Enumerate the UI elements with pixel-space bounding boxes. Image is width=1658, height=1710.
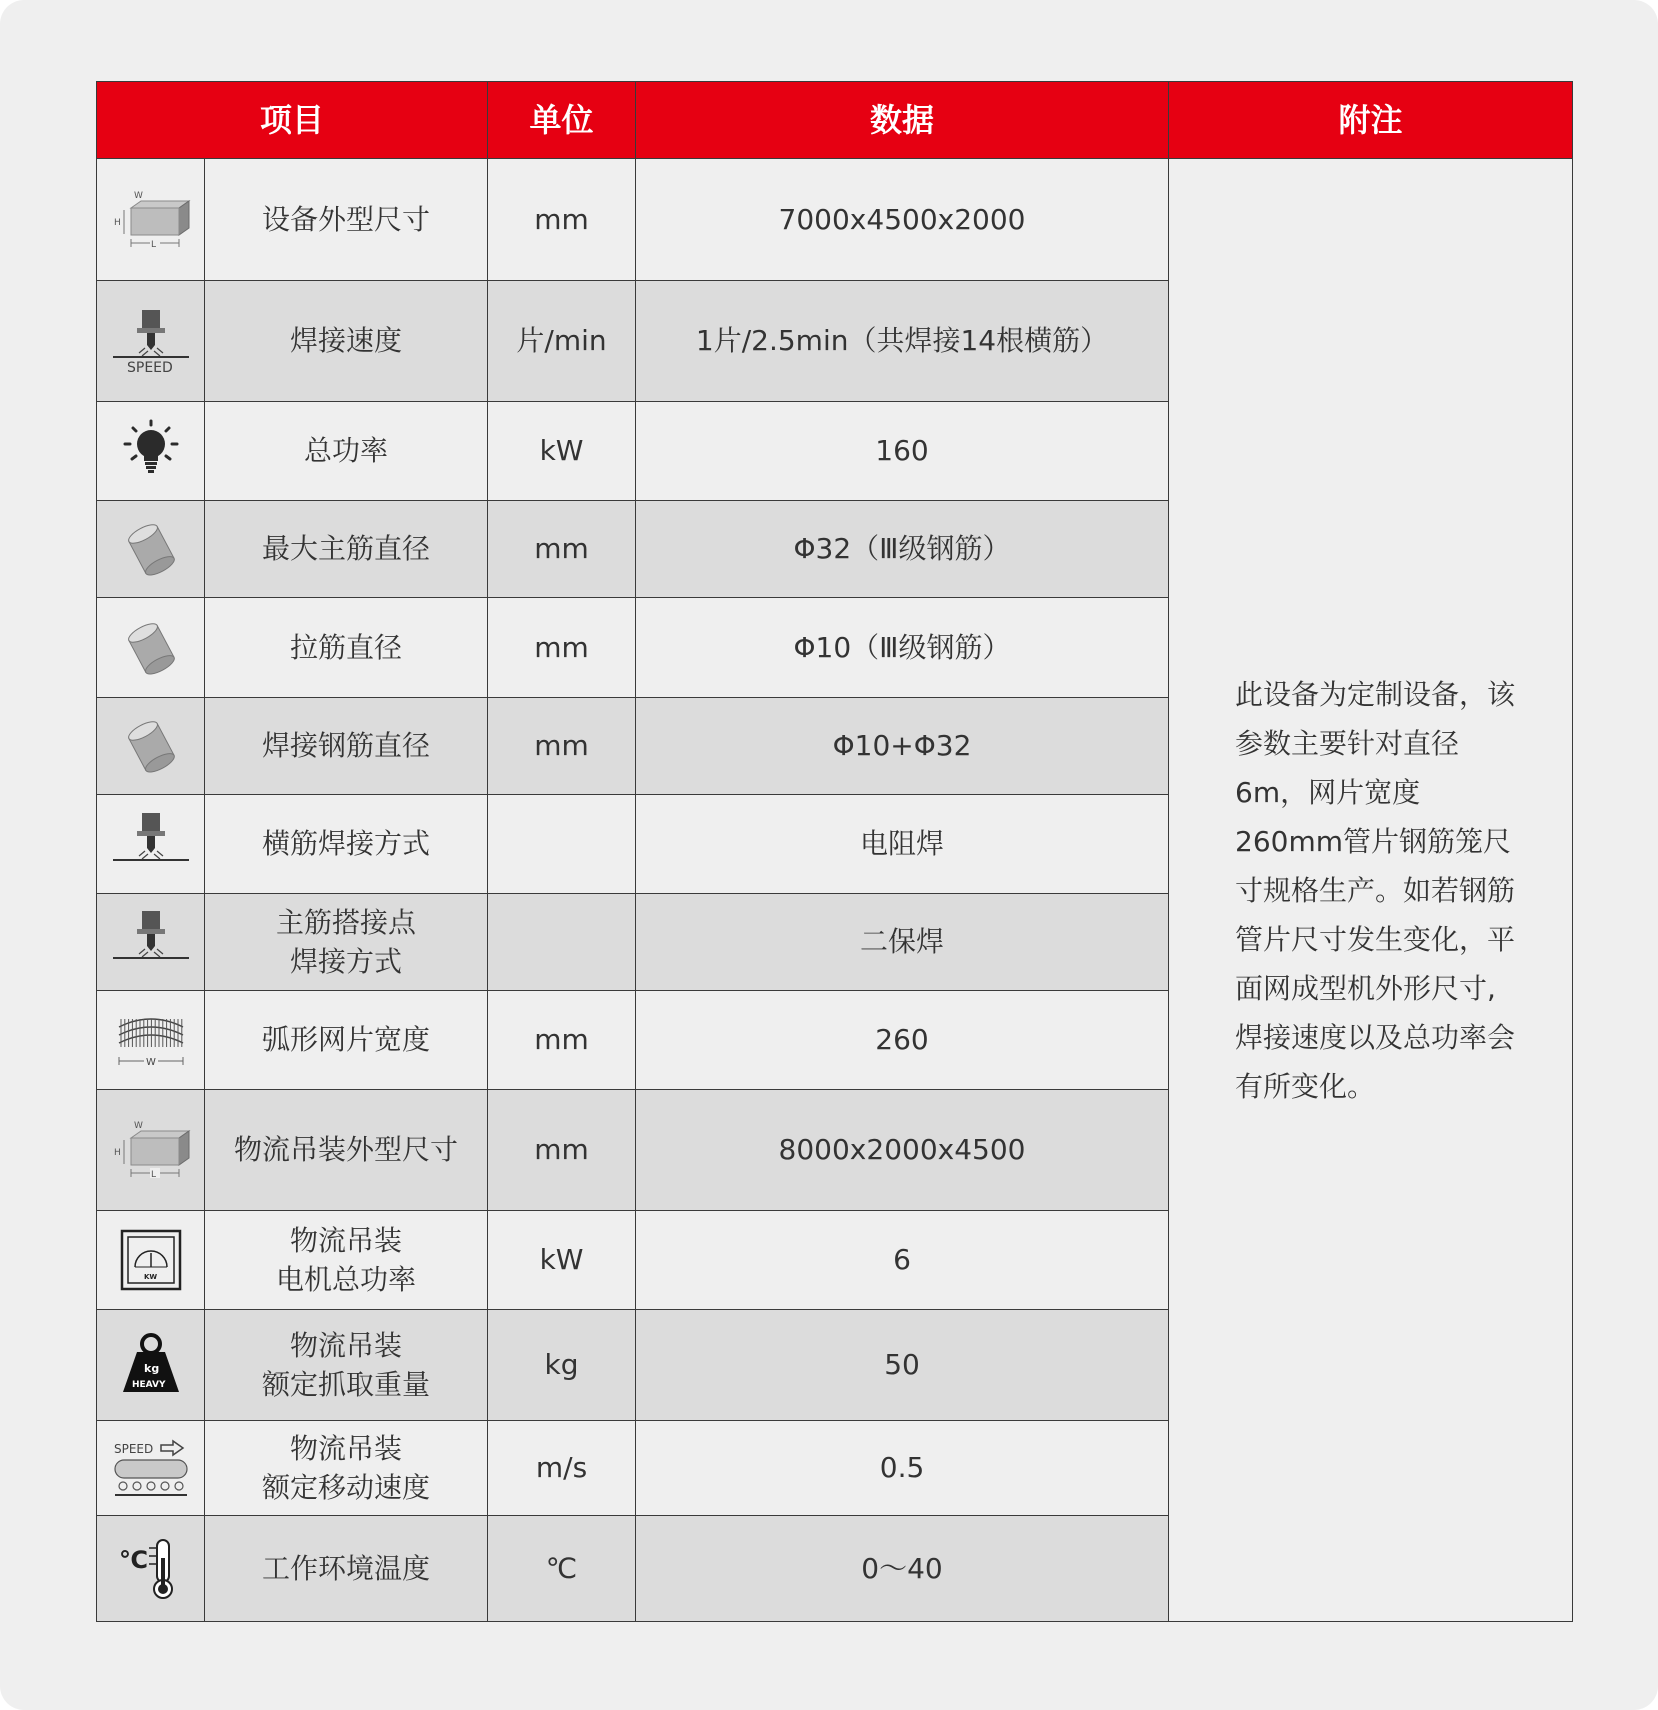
row-icon-cell: [97, 894, 205, 991]
kw-meter-icon: [97, 1225, 204, 1295]
svg-text:W: W: [133, 1121, 143, 1131]
row-unit: ℃: [488, 1516, 636, 1622]
row-icon-cell: [97, 1211, 205, 1310]
row-value: 1片/2.5min（共焊接14根横筋）: [636, 281, 1169, 402]
row-value: 50: [636, 1310, 1169, 1421]
welding-speed-icon: [97, 306, 204, 376]
light-bulb-icon: [97, 416, 204, 486]
header-note: 附注: [1169, 82, 1573, 159]
row-name: 焊接钢筋直径: [205, 698, 488, 795]
row-icon-cell: [97, 1310, 205, 1421]
row-value: 二保焊: [636, 894, 1169, 991]
row-name: 横筋焊接方式: [205, 795, 488, 894]
svg-text:KW: KW: [143, 1273, 157, 1281]
row-value: Φ32（Ⅲ级钢筋）: [636, 501, 1169, 598]
svg-text:℃: ℃: [118, 1545, 148, 1574]
row-icon-cell: [97, 281, 205, 402]
svg-text:L: L: [150, 239, 156, 250]
arc-mesh-width-icon: [97, 1005, 204, 1075]
row-value: Φ10+Φ32: [636, 698, 1169, 795]
svg-text:kg: kg: [143, 1362, 159, 1375]
thermometer-icon: [97, 1534, 204, 1604]
row-icon-cell: [97, 1516, 205, 1622]
row-unit: mm: [488, 1090, 636, 1211]
svg-text:W: W: [133, 190, 143, 201]
svg-text:HEAVY: HEAVY: [131, 1380, 166, 1390]
heavy-weight-icon: [97, 1330, 204, 1400]
svg-text:H: H: [113, 217, 121, 228]
row-icon-cell: [97, 1090, 205, 1211]
row-name: 拉筋直径: [205, 598, 488, 698]
conveyor-speed-icon: [97, 1433, 204, 1503]
row-value: Φ10（Ⅲ级钢筋）: [636, 598, 1169, 698]
svg-text:L: L: [150, 1170, 156, 1180]
row-unit: mm: [488, 159, 636, 281]
row-value: 8000x2000x4500: [636, 1090, 1169, 1211]
dimension-box-icon: [97, 188, 204, 252]
row-value: 7000x4500x2000: [636, 159, 1169, 281]
row-icon-cell: [97, 1421, 205, 1516]
header-unit: 单位: [488, 82, 636, 159]
row-name: 主筋搭接点 焊接方式: [205, 894, 488, 991]
row-icon-cell: [97, 402, 205, 501]
row-value: 0.5: [636, 1421, 1169, 1516]
header-data: 数据: [636, 82, 1169, 159]
table-row: [97, 159, 1573, 281]
spec-table: [96, 81, 1573, 1622]
row-name: 物流吊装 电机总功率: [205, 1211, 488, 1310]
row-value: 260: [636, 991, 1169, 1090]
row-unit: kW: [488, 402, 636, 501]
row-name: 焊接速度: [205, 281, 488, 402]
row-unit: [488, 795, 636, 894]
row-unit: kW: [488, 1211, 636, 1310]
row-value: 电阻焊: [636, 795, 1169, 894]
row-icon-cell: [97, 501, 205, 598]
row-unit: kg: [488, 1310, 636, 1421]
row-unit: mm: [488, 501, 636, 598]
row-unit: mm: [488, 598, 636, 698]
svg-text:H: H: [113, 1148, 121, 1158]
rebar-icon: [97, 514, 204, 584]
header-row: [97, 82, 1573, 159]
row-unit: mm: [488, 991, 636, 1090]
rebar-icon: [97, 613, 204, 683]
row-value: 160: [636, 402, 1169, 501]
row-name: 物流吊装 额定移动速度: [205, 1421, 488, 1516]
header-item: 项目: [97, 82, 488, 159]
row-name: 弧形网片宽度: [205, 991, 488, 1090]
row-unit: m/s: [488, 1421, 636, 1516]
svg-text:W: W: [145, 1057, 156, 1068]
row-name: 物流吊装 额定抓取重量: [205, 1310, 488, 1421]
row-name: 工作环境温度: [205, 1516, 488, 1622]
row-icon-cell: [97, 598, 205, 698]
note-cell: 此设备为定制设备，该参数主要针对直径6m，网片宽度260mm管片钢筋笼尺寸规格生产。如若钢筋管片尺寸发生变化，平面网成型机外形尺寸,焊接速度以及总功率会有所变化。: [1169, 159, 1573, 1622]
row-icon-cell: [97, 159, 205, 281]
row-name: 最大主筋直径: [205, 501, 488, 598]
row-unit: mm: [488, 698, 636, 795]
svg-text:SPEED: SPEED: [113, 1442, 153, 1456]
row-value: 0～40: [636, 1516, 1169, 1622]
row-name: 设备外型尺寸: [205, 159, 488, 281]
row-unit: [488, 894, 636, 991]
row-icon-cell: [97, 795, 205, 894]
row-icon-cell: [97, 991, 205, 1090]
welding-gun-icon: [97, 809, 204, 879]
row-name: 总功率: [205, 402, 488, 501]
row-name: 物流吊装外型尺寸: [205, 1090, 488, 1211]
rebar-icon: [97, 711, 204, 781]
row-value: 6: [636, 1211, 1169, 1310]
dimension-box-icon: [97, 1118, 204, 1182]
row-icon-cell: [97, 698, 205, 795]
row-unit: 片/min: [488, 281, 636, 402]
svg-text:SPEED: SPEED: [126, 360, 173, 376]
welding-gun-icon: [97, 907, 204, 977]
